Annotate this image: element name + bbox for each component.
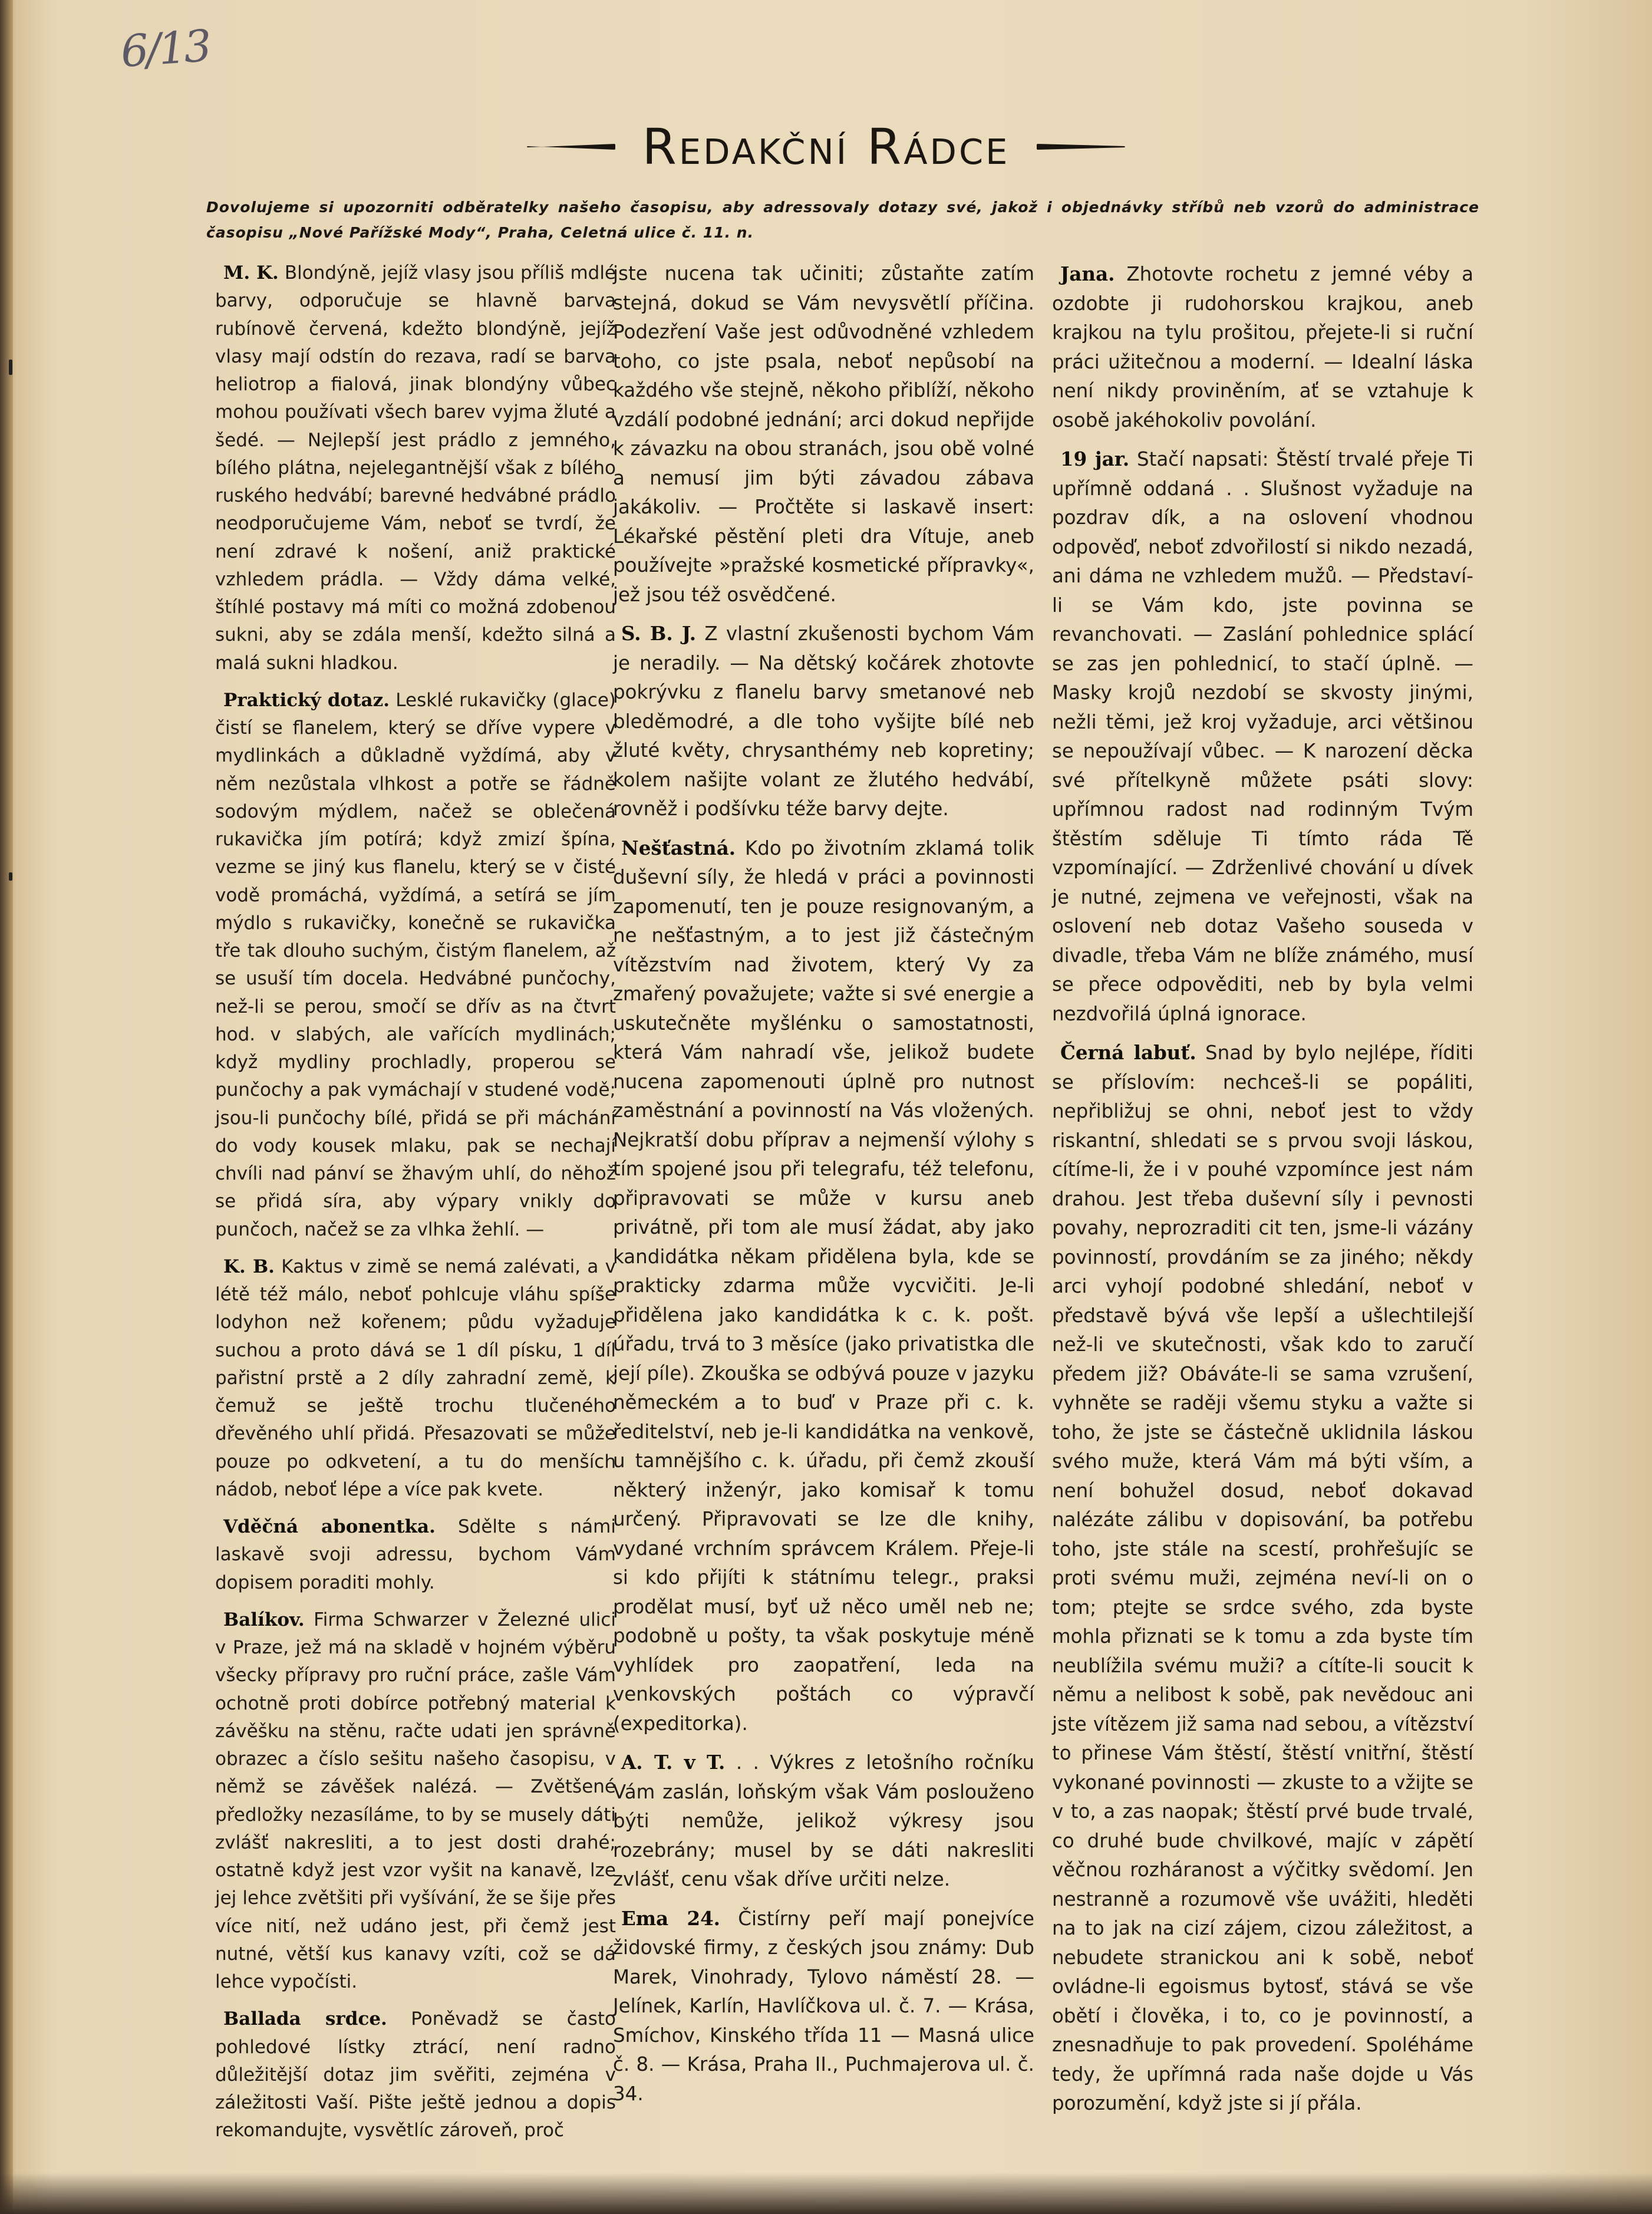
reply-entry xyxy=(215,1513,616,1597)
pencil-margin-note: 6/13 xyxy=(119,20,212,78)
reply-entry xyxy=(613,833,1034,1739)
reply-text: . . Výkres z letošního ročníku Vám zaslán, loňským však Vám poslouženo býti nemůže, jelikož výkresy jsou rozebrány; musel by se dáti nakresliti zvlášť, cenu však dříve určiti nelze. xyxy=(613,1751,1034,1890)
page-binding-edge xyxy=(0,0,13,2214)
page-title: Redakční Rádce xyxy=(642,118,1010,176)
reply-recipient-heading: Jana. xyxy=(1060,262,1115,285)
reply-recipient-heading: Vděčná abonentka. xyxy=(223,1516,436,1537)
reply-recipient-heading: M. K. xyxy=(223,262,279,284)
reply-entry xyxy=(613,1748,1034,1895)
reply-text: Stačí napsati: Štěstí trvalé přeje Ti upřímně oddaná . . Slušnost vyžaduje na pozdrav dík, a na oslovení vhodnou odpověď, neboť zdvořilostí si nikdo nezadá, ani dáma ne vzhledem mužů. — Představí-li se Vám kdo, jste povinna se revanchovati. — Zaslání pohlednice splácí se zas jen pohlednicí, to stačí úplně. — Masky krojů nezdobí se skvosty jinými, nežli těmi, jež kroj vyžaduje, arci většinou se nepoužívají vůbec. — K narození děcka své přítelkyně můžete psáti slovy: upřímnou radost nad rodinným Tvým štěstím sděluje Ti tímto ráda Tě vzpomínající. — Zdrženlivé chování u dívek je nutné, zejmena ve veřejnosti, však na oslovení neb dotaz Vašeho souseda v divadle, třeba Vám ne blíže známého, musí se přece odpověditi, neb by byla velmi nezdvořilá úplná ignorace. xyxy=(1052,448,1473,1025)
reply-text: Čistírny peří mají ponejvíce židovské firmy, z českých jsou známy: Dub Marek, Vinohrady, Tylovo náměstí 28. — Jelínek, Karlín, Havlíčkova ul. č. 7. — Krása, Smíchov, Kinského třída 11 — Masná ulice č. 8. — Krása, Praha II., Puchmajerova ul. č. 34. xyxy=(613,1907,1034,2105)
reply-recipient-heading: K. B. xyxy=(223,1256,275,1277)
reply-entry xyxy=(215,1253,616,1504)
reply-recipient-heading: Ballada srdce. xyxy=(223,2008,387,2030)
reply-entry xyxy=(613,1904,1034,2109)
ink-mark xyxy=(9,360,12,375)
reply-recipient-heading: 19 jar. xyxy=(1060,447,1130,470)
reply-text: Kdo po životním zklamá tolik duševní síly, že hledá v práci a povinnosti zapomenutí, ten je pouze resignovaným, a ne nešťastným, a to jest již částečným vítězstvím nad životem, který Vy za zmařený považujete; važte si své energie a uskutečněte myšlénku o samostatnosti, která Vám nahradí vše, jelikož budete nucena zapomenouti úplně pro nutnost zaměstnání a povinností na Vás vložených. Nejkratší dobu příprav a nejmenší výlohy s tím spojené jsou při telegrafu, též telefonu, připravovati se může v kursu aneb privátně, při tom ale musí žádat, aby jako kandidátka někam přidělena byla, kde se prakticky zdarma může vycvičiti. Je-li přidělena jako kandidátka k c. k. pošt. úřadu, trvá to 3 měsíce (jako privatistka dle její píle). Zkouška se odbývá pouze v jazyku německém a to buď v Praze při c. k. ředitelství, neb je-li kandidátka na venkově, u tamnějšího c. k. úřadu, při čemž zkouší některý inženýr, jako komisař k tomu určený. Připravovati se lze dle knihy, vydané vrchním správcem Králem. Přeje-li si kdo přijíti k státnímu telegr., praksi prodělat musí, byť už něco uměl neb ne; podobně u pošty, ta však poskytuje méně vyhlídek pro zaopatření, leda na venkovských poštách co výpravčí (expeditorka). xyxy=(613,836,1034,1735)
reply-entry xyxy=(215,2005,616,2144)
reply-recipient-heading: Černá labuť. xyxy=(1060,1041,1196,1064)
ink-mark xyxy=(9,872,12,881)
reply-entry xyxy=(613,619,1034,824)
reply-entry xyxy=(215,687,616,1244)
reply-text: Blondýně, jejíž vlasy jsou příliš mdlé barvy, odporučuje se hlavně barva rubínově červená, kdežto blondýně, jejíž vlasy mají odstín do rezava, radí se barva heliotrop a fialová, jinak blondýny vůbec mohou používati všech barev vyjma žluté a šedé. — Nejlepší jest prádlo z jemného, bílého plátna, nejelegantnější však z bílého ruského hedvábí; barevné hedvábné prádlo neodporučujeme Vám, neboť se tvrdí, že není zdravé k nošení, aniž praktické vzhledem prádla. — Vždy dáma velké, štíhlé postavy má míti co možná zdobenou sukni, aby se zdála menší, kdežto silná a malá sukni hladkou. xyxy=(215,262,616,674)
reply-recipient-heading: S. B. J. xyxy=(621,622,697,645)
text-column-1 xyxy=(215,259,616,2154)
reply-text: jste nucena tak učiniti; zůstaňte zatím stejná, dokud se Vám nevysvětlí příčina. Podezření Vaše jest odůvodněné vzhledem toho, co jste psala, neboť nepůsobí na každého vše stejně, někoho přiblíží, někoho vzdálí podobné jednání; arci dokud nepřijde k závazku na obou stranách, jsou obě volné a nemusí jim býti závadou zábava jakákoliv. — Pročtěte si laskavě insert: Lékařské pěstění pleti dra Vítuje, aneb používejte »pražské kosmetické přípravky«, jež jsou též osvědčené. xyxy=(613,262,1034,606)
reply-recipient-heading: Balíkov. xyxy=(223,1609,305,1630)
reply-recipient-heading: A. T. v T. xyxy=(621,1751,726,1774)
reply-recipient-heading: Nešťastná. xyxy=(621,836,736,859)
text-column-2 xyxy=(613,259,1034,2118)
reply-text: Sdělte s námi laskavě svoji adressu, bychom Vám dopisem poraditi mohly. xyxy=(215,1516,616,1593)
subscriber-notice: Dovolujeme si upozorniti odběratelky našeho časopisu, aby adressovaly dotazy své, jakož i objednávky stříbů neb vzorů do administrace časopisu „Nové Pařížské Mody“, Praha, Celetná ulice č. 11. n. xyxy=(206,199,1479,241)
page-bottom-shadow xyxy=(0,2173,1652,2214)
reply-text: Poněvadž se často pohledové lístky ztrácí, není radno důležitější dotaz jim svěřiti, zejména v záležitosti Vaší. Pište ještě jednou a dopis rekomandujte, vysvětlíc zároveň, proč xyxy=(215,2008,616,2141)
reply-text: Kaktus v zimě se nemá zalévati, a v létě též málo, neboť pohlcuje vláhu spíše lodyhon než kořenem; půdu vyžaduje suchou a proto dává se 1 díl písku, 1 díl pařistní prstě a 2 díly zahradní země, k čemuž se ještě trochu tlučeného dřevěného uhlí přidá. Přesazovati se může pouze po odkvetení, a tu do menších nádob, neboť lépe a více pak kvete. xyxy=(215,1256,616,1500)
text-column-3 xyxy=(1052,259,1473,2128)
reply-entry xyxy=(1052,1038,1473,2119)
reply-text: Lesklé rukavičky (glace) čistí se flanelem, který se dříve vypere v mydlinkách a důkladně vyždímá, aby v něm nezůstala vlhkost a potře se řádně sodovým mýdlem, načež se oblečená rukavička jím potírá; když zmizí špína, vezme se jiný kus flanelu, který se v čisté vodě promáchá, vyždímá, a setírá se jím mýdlo s rukavičky, konečně se rukavička tře tak dlouho suchým, čistým flanelem, až se usuší tím docela. Hedvábné punčochy, než-li se perou, smočí se dřív as na čtvrt hod. v slabých, ale vařících mydlinách; když mydliny prochladly, properou se punčochy a pak vymáchají v studené vodě; jsou-li punčochy bílé, přidá se při máchání do vody kousek mlaku, pak se nechají chvíli nad pánví se žhavým uhlí, do něhož se přidá síra, aby výpary vnikly do punčoch, načež se za vlhka žehlí. — xyxy=(215,689,616,1240)
reply-recipient-heading: Ema 24. xyxy=(621,1906,720,1930)
reply-entry xyxy=(215,259,616,677)
reply-entry xyxy=(215,1606,616,1996)
decorative-rule-right xyxy=(1037,144,1125,150)
reply-entry xyxy=(613,259,1034,609)
reply-entry xyxy=(1052,444,1473,1029)
reply-recipient-heading: Praktický dotaz. xyxy=(223,689,390,711)
column-header xyxy=(0,118,1652,176)
reply-text: Zhotovte rochetu z jemné véby a ozdobte ji rudohorskou krajkou, aneb krajkou na tylu prošitou, přejete-li si ruční práci užitečnou a moderní. — Idealní láska není nikdy proviněním, ať se vztahuje k osobě jakéhokoliv povolání. xyxy=(1052,263,1473,431)
reply-text: Firma Schwarzer v Železné ulici v Praze, jež má na skladě v hojném výběru všecky přípravy pro ruční práce, zašle Vám ochotně proti dobírce potřebný material k závěšku na stěnu, račte udati jen správně obrazec a číslo sešitu našeho časopisu, v němž se závěšek nalézá. — Zvětšené předložky nezasíláme, to by se musely dáti zvlášť nakresliti, a to jest dosti drahé; ostatně když jest vzor vyšit na kanavě, lze jej lehce zvětšiti při vyšívání, že se šije přes více nití, než udáno jest, při čemž jest nutné, větší kus kanavy vzíti, což se dá lehce vypočísti. xyxy=(215,1609,616,1992)
decorative-rule-left xyxy=(527,144,615,150)
reply-entry xyxy=(1052,259,1473,435)
reply-text: Z vlastní zkušenosti bychom Vám je neradily. — Na dětský kočárek zhotovte pokrývku z flanelu barvy smetanové neb bleděmodré, a dle toho vyšijte bílé neb žluté květy, chrysanthémy neb kopretiny; kolem našijte volant ze žlutého hedvábí, rovněž i podšívku téže barvy dejte. xyxy=(613,622,1034,820)
reply-text: Snad by bylo nejlépe, říditi se příslovím: nechceš-li se popáliti, nepřibližuj se ohni, neboť jest to vždy riskantní, shledati se s prvou svoji láskou, cítíme-li, že i v pouhé vzpomínce jest nám drahou. Jest třeba duševní síly i pevnosti povahy, neprozraditi cit ten, jsme-li vázány povinností, provdáním se za jiného; někdy arci vyhojí podobné shledání, neboť v představě bývá vše lepší a ušlechtilejší než-li ve skutečnosti, však kdo to zaručí předem již? Obáváte-li se sama vzrušení, vyhněte se raději všemu styku a važte si toho, že jste se částečně uklidnila láskou svého muže, která Vám má býti vším, a není bohužel dosud, neboť dokavad nalézáte zálibu v dopisování, ba potřebu toho, jste stále na scestí, prohřešujíc se proti svému muži, zejména neví-li on o tom; ptejte se srdce svého, zda byste mohla přiznati se k tomu a zda byste tím neublížila svému muži? a cítíte-li soucit k němu a nelibost k sobě, pak nevědouc ani jste vítězem již sama nad sebou, a vítězství to přinese Vám štěstí, štěstí vnitřní, štěstí vykonané povinnosti — zkuste to a vžijte se v to, a zas naopak; štěstí prvé bude trvalé, co druhé bude chvilkové, majíc v zápětí věčnou rozháranost a výčitky svědomí. Jen nestranně a rozumově vše uvážiti, hleděti na to jak na cizí zájem, cizou záležitost, a nebudete stranickou ani k sobě, neboť ovládne-li egoismus bytosť, stává se vše obětí i člověka, i to, co je povinností, a znesnadňuje to pak provedení. Spoléháme tedy, že upřímná rada naše dojde u Vás porozumění, když jste si jí přála. xyxy=(1052,1042,1473,2114)
